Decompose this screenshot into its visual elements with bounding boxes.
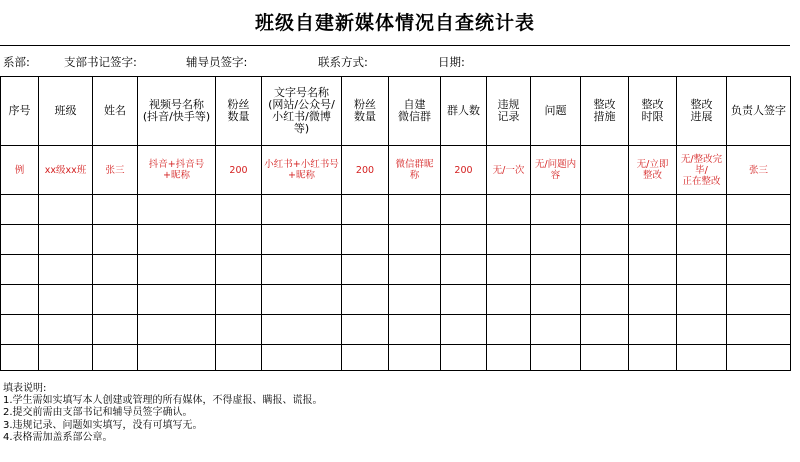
empty-cell[interactable]: [138, 315, 216, 345]
empty-cell[interactable]: [1, 225, 39, 255]
column-header: 粉丝 数量: [216, 77, 262, 146]
empty-cell[interactable]: [1, 195, 39, 225]
contact-label: 联系方式:: [318, 55, 368, 69]
column-header: 整改 措施: [581, 77, 629, 146]
empty-cell[interactable]: [629, 345, 677, 371]
empty-cell[interactable]: [629, 315, 677, 345]
empty-cell[interactable]: [39, 255, 93, 285]
empty-cell[interactable]: [39, 225, 93, 255]
instruction-item: 3.违规记录、问题如实填写，没有可填写无。: [3, 419, 203, 431]
column-header: 违规 记录: [487, 77, 531, 146]
empty-cell[interactable]: [581, 345, 629, 371]
empty-cell[interactable]: [262, 315, 342, 345]
empty-cell[interactable]: [441, 195, 487, 225]
empty-cell[interactable]: [39, 315, 93, 345]
column-header: 姓名: [93, 77, 138, 146]
column-header: 粉丝 数量: [342, 77, 389, 146]
empty-cell[interactable]: [629, 225, 677, 255]
empty-cell[interactable]: [581, 315, 629, 345]
column-header: 班级: [39, 77, 93, 146]
empty-cell[interactable]: [342, 255, 389, 285]
empty-cell[interactable]: [487, 345, 531, 371]
empty-cell[interactable]: [1, 285, 39, 315]
table-row: [1, 255, 791, 285]
header-row: [1, 77, 791, 146]
empty-cell[interactable]: [677, 195, 727, 225]
example-cell[interactable]: 抖音+抖音号 +昵称: [138, 146, 216, 195]
column-header: 序号: [1, 77, 39, 146]
empty-cell[interactable]: [531, 315, 581, 345]
column-header: 自建 微信群: [389, 77, 441, 146]
empty-cell[interactable]: [727, 195, 791, 225]
empty-cell[interactable]: [262, 225, 342, 255]
empty-cell[interactable]: [262, 345, 342, 371]
example-cell[interactable]: xx级xx班: [39, 146, 93, 195]
empty-cell[interactable]: [389, 315, 441, 345]
empty-cell[interactable]: [581, 195, 629, 225]
example-cell[interactable]: 无/一次: [487, 146, 531, 195]
example-cell[interactable]: 无/整改完 毕/ 正在整改: [677, 146, 727, 195]
secretary-signature-label: 支部书记签字:: [64, 55, 137, 69]
example-cell[interactable]: 200: [342, 146, 389, 195]
column-header: 负责人签字: [727, 77, 791, 146]
empty-cell[interactable]: [581, 225, 629, 255]
empty-cell[interactable]: [531, 285, 581, 315]
empty-cell[interactable]: [487, 225, 531, 255]
instruction-item: 1.学生需如实填写本人创建或管理的所有媒体，不得虚报、瞒报、谎报。: [3, 395, 323, 407]
empty-cell[interactable]: [342, 345, 389, 371]
empty-cell[interactable]: [1, 315, 39, 345]
empty-cell[interactable]: [93, 225, 138, 255]
empty-cell[interactable]: [727, 285, 791, 315]
empty-cell[interactable]: [39, 345, 93, 371]
empty-cell[interactable]: [262, 195, 342, 225]
empty-cell[interactable]: [441, 285, 487, 315]
table-row: [1, 195, 791, 225]
column-header: 群人数: [441, 77, 487, 146]
empty-cell[interactable]: [138, 255, 216, 285]
example-cell[interactable]: 无/立即 整改: [629, 146, 677, 195]
empty-cell[interactable]: [389, 225, 441, 255]
empty-cell[interactable]: [677, 345, 727, 371]
empty-cell[interactable]: [138, 225, 216, 255]
empty-cell[interactable]: [581, 255, 629, 285]
empty-cell[interactable]: [138, 345, 216, 371]
instruction-item: 4.表格需加盖系部公章。: [3, 431, 113, 443]
empty-cell[interactable]: [677, 225, 727, 255]
column-header: 整改 进展: [677, 77, 727, 146]
example-cell[interactable]: 无/问题内 容: [531, 146, 581, 195]
instructions: [3, 383, 783, 444]
info-row: [0, 48, 790, 76]
empty-cell[interactable]: [629, 255, 677, 285]
empty-cell[interactable]: [342, 225, 389, 255]
empty-cell[interactable]: [531, 225, 581, 255]
empty-cell[interactable]: [441, 345, 487, 371]
empty-cell[interactable]: [389, 195, 441, 225]
empty-cell[interactable]: [216, 285, 262, 315]
survey-table: [0, 76, 791, 371]
empty-cell[interactable]: [441, 255, 487, 285]
empty-cell[interactable]: [727, 225, 791, 255]
empty-cell[interactable]: [531, 195, 581, 225]
empty-cell[interactable]: [487, 315, 531, 345]
example-cell[interactable]: 小红书+小红书号 +昵称: [262, 146, 342, 195]
table-row: [1, 345, 791, 371]
dept-label: 系部:: [3, 55, 30, 69]
empty-cell[interactable]: [727, 315, 791, 345]
example-cell[interactable]: 例: [1, 146, 39, 195]
empty-cell[interactable]: [581, 285, 629, 315]
empty-cell[interactable]: [93, 315, 138, 345]
empty-cell[interactable]: [342, 195, 389, 225]
empty-cell[interactable]: [93, 285, 138, 315]
empty-cell[interactable]: [342, 285, 389, 315]
empty-cell[interactable]: [138, 195, 216, 225]
instructions-heading: 填表说明:: [3, 383, 47, 394]
empty-cell[interactable]: [93, 195, 138, 225]
empty-cell[interactable]: [677, 285, 727, 315]
table-row: [1, 285, 791, 315]
counselor-signature-label: 辅导员签字:: [186, 55, 248, 69]
empty-cell[interactable]: [441, 315, 487, 345]
instruction-item: 2.提交前需由支部书记和辅导员签字确认。: [3, 407, 193, 419]
empty-cell[interactable]: [389, 345, 441, 371]
example-cell[interactable]: 200: [441, 146, 487, 195]
empty-cell[interactable]: [629, 195, 677, 225]
example-row: [1, 146, 791, 195]
divider: [0, 45, 790, 46]
empty-cell[interactable]: [216, 315, 262, 345]
empty-cell[interactable]: [216, 195, 262, 225]
page-title: 班级自建新媒体情况自查统计表: [254, 12, 535, 34]
empty-cell[interactable]: [262, 255, 342, 285]
table-row: [1, 315, 791, 345]
empty-cell[interactable]: [216, 225, 262, 255]
empty-cell[interactable]: [487, 285, 531, 315]
example-cell[interactable]: 微信群昵 称: [389, 146, 441, 195]
example-cell[interactable]: 张三: [93, 146, 138, 195]
empty-cell[interactable]: [39, 285, 93, 315]
empty-cell[interactable]: [39, 195, 93, 225]
example-cell[interactable]: 张三: [727, 146, 791, 195]
example-cell[interactable]: 200: [216, 146, 262, 195]
empty-cell[interactable]: [727, 345, 791, 371]
column-header: 视频号名称 (抖音/快手等): [138, 77, 216, 146]
empty-cell[interactable]: [138, 285, 216, 315]
column-header: 文字号名称 (网站/公众号/ 小红书/微博 等): [262, 77, 342, 146]
empty-cell[interactable]: [216, 255, 262, 285]
empty-cell[interactable]: [342, 315, 389, 345]
empty-cell[interactable]: [93, 255, 138, 285]
column-header: 问题: [531, 77, 581, 146]
empty-cell[interactable]: [727, 255, 791, 285]
example-cell[interactable]: [581, 146, 629, 195]
empty-cell[interactable]: [1, 345, 39, 371]
empty-cell[interactable]: [487, 195, 531, 225]
empty-cell[interactable]: [487, 255, 531, 285]
empty-cell[interactable]: [677, 255, 727, 285]
empty-cell[interactable]: [216, 345, 262, 371]
empty-cell[interactable]: [389, 285, 441, 315]
empty-cell[interactable]: [262, 285, 342, 315]
empty-cell[interactable]: [441, 225, 487, 255]
column-header: 整改 时限: [629, 77, 677, 146]
date-label: 日期:: [438, 55, 465, 69]
empty-cell[interactable]: [1, 255, 39, 285]
empty-cell[interactable]: [531, 345, 581, 371]
empty-cell[interactable]: [629, 285, 677, 315]
empty-cell[interactable]: [531, 255, 581, 285]
empty-cell[interactable]: [389, 255, 441, 285]
empty-cell[interactable]: [93, 345, 138, 371]
table-row: [1, 225, 791, 255]
empty-cell[interactable]: [677, 315, 727, 345]
